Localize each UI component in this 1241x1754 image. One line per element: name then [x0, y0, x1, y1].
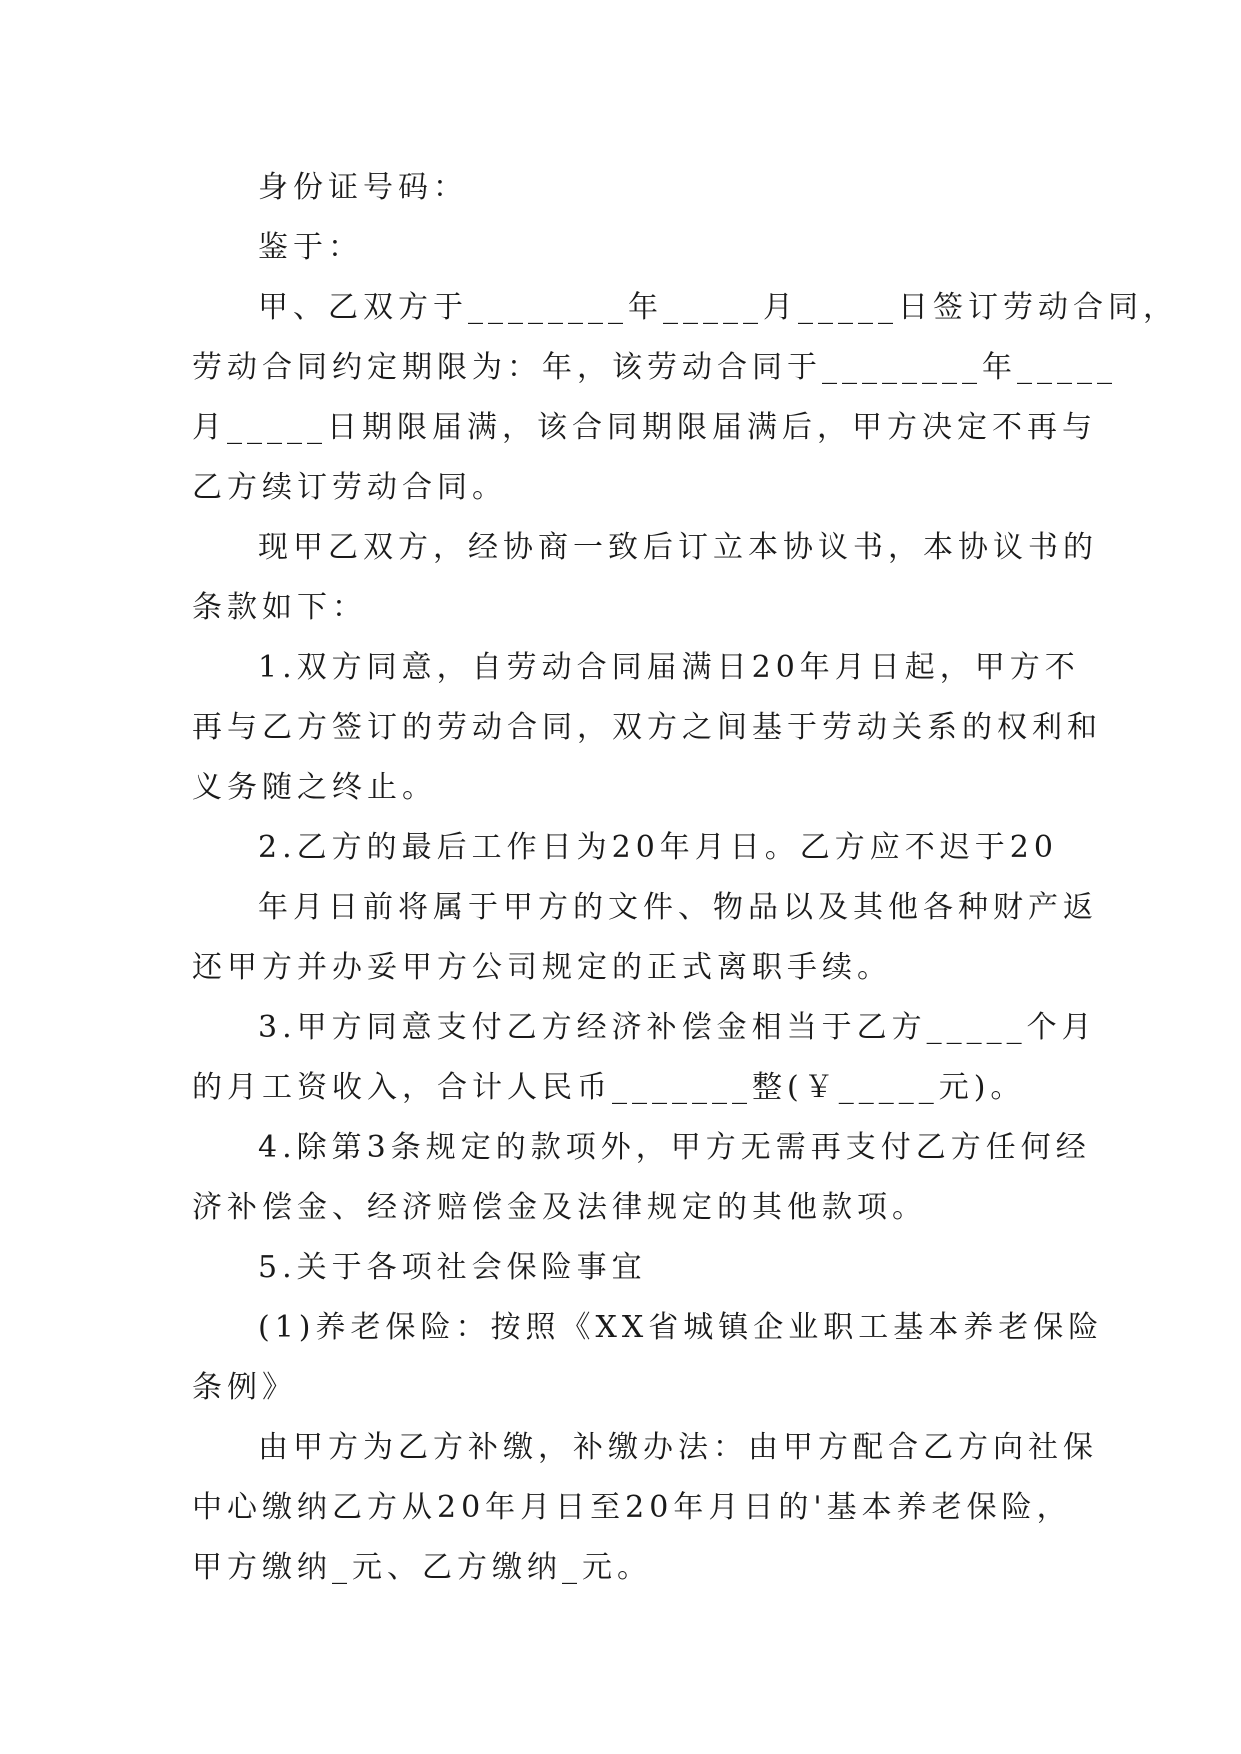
- document-line: 年月日前将属于甲方的文件、物品以及其他各种财产返: [258, 890, 1098, 925]
- document-line: 再与乙方签订的劳动合同，双方之间基于劳动关系的权利和: [192, 710, 1102, 745]
- document-line: 甲方缴纳_元、乙方缴纳_元。: [192, 1550, 652, 1585]
- document-line: 还甲方并办妥甲方公司规定的正式离职手续。: [192, 950, 892, 985]
- document-line: 月_____日期限届满，该合同期限届满后，甲方决定不再与: [192, 410, 1097, 445]
- document-line: 甲、乙双方于________年_____月_____日签订劳动合同，: [258, 290, 1178, 325]
- document-line: 3.甲方同意支付乙方经济补偿金相当于乙方_____个月: [258, 1010, 1097, 1045]
- document-line: 5.关于各项社会保险事宜: [258, 1250, 647, 1285]
- document-line: 4.除第3条规定的款项外，甲方无需再支付乙方任何经: [258, 1130, 1091, 1165]
- document-line: 乙方续订劳动合同。: [192, 470, 507, 505]
- document-line: 义务随之终止。: [192, 770, 437, 805]
- document-line: 济补偿金、经济赔偿金及法律规定的其他款项。: [192, 1190, 927, 1225]
- document-line: (1)养老保险：按照《XX省城镇企业职工基本养老保险: [258, 1310, 1104, 1345]
- document-line: 中心缴纳乙方从20年月日至20年月日的'基本养老保险，: [192, 1490, 1072, 1525]
- document-line: 条款如下：: [192, 590, 367, 625]
- document-line: 现甲乙双方，经协商一致后订立本协议书，本协议书的: [258, 530, 1098, 565]
- document-line: 鉴于：: [258, 230, 363, 265]
- document-body: [192, 158, 1178, 1598]
- document-line: 条例》: [192, 1370, 297, 1405]
- document-line: 的月工资收入，合计人民币_______整(￥_____元)。: [192, 1070, 1026, 1105]
- document-line: 2.乙方的最后工作日为20年月日。乙方应不迟于20: [258, 830, 1058, 865]
- document-line: 1.双方同意，自劳动合同届满日20年月日起，甲方不: [258, 650, 1080, 685]
- document-line: 由甲方为乙方补缴，补缴办法：由甲方配合乙方向社保: [258, 1430, 1098, 1465]
- document-line: 身份证号码：: [258, 170, 468, 205]
- document-line: 劳动合同约定期限为：年，该劳动合同于________年_____: [192, 350, 1117, 385]
